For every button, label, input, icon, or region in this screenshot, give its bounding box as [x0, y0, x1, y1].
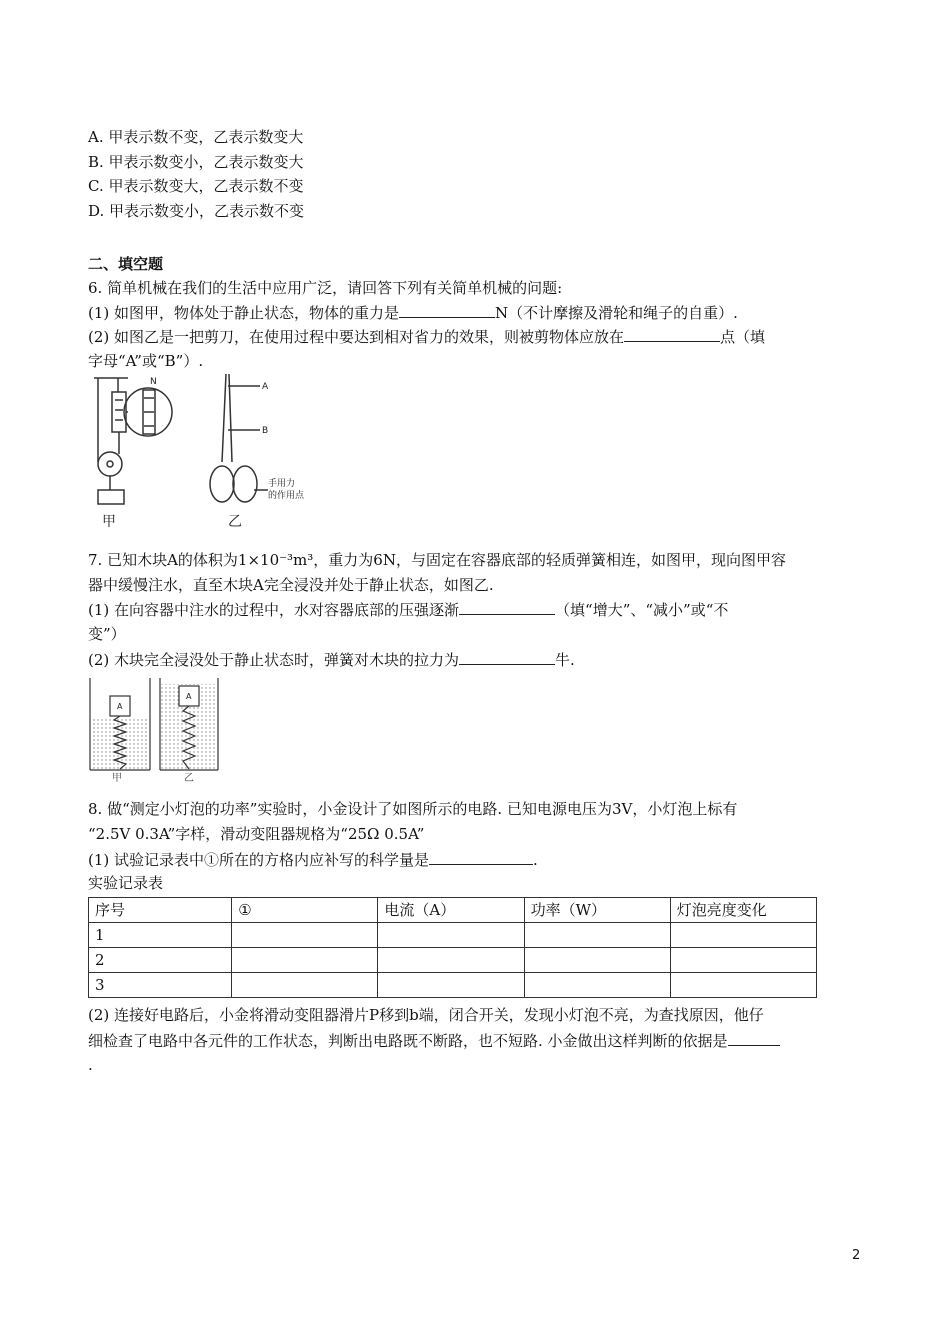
q6-part1-suffix: N（不计摩擦及滑轮和绳子的自重）.: [495, 304, 738, 322]
q6-fig-label-yi: 乙: [228, 514, 242, 530]
q7-answer-blank-2[interactable]: [459, 648, 555, 665]
table-cell[interactable]: [232, 973, 378, 998]
option-d: D. 甲表示数变小，乙表示数不变: [88, 202, 305, 220]
section-title: 二、填空题: [88, 255, 164, 273]
q6-answer-blank-1[interactable]: [399, 301, 495, 318]
q8-part1-text: (1) 试验记录表中①所在的方格内应补写的科学量是: [88, 851, 430, 869]
q7-answer-blank-1[interactable]: [459, 598, 555, 615]
q7-part2-suffix: 牛.: [555, 651, 575, 669]
q7-fig-label-a-2: A: [186, 692, 192, 701]
table-header-cell: 灯泡亮度变化: [670, 898, 816, 923]
table-cell[interactable]: [524, 923, 670, 948]
table-cell[interactable]: [524, 948, 670, 973]
q7-part1-suffix: （填“增大”、“减小”或“不: [555, 601, 729, 619]
table-header-row: [89, 898, 817, 923]
table-header-cell: 电流（A）: [378, 898, 524, 923]
q6-fig-label-force-1: 手用力: [268, 479, 296, 489]
table-cell[interactable]: [670, 948, 816, 973]
q6-figure: [88, 372, 328, 532]
q8-part1: [88, 848, 538, 871]
table-cell[interactable]: [378, 923, 524, 948]
q7-stem-1: 7. 已知木块A的体积为1×10⁻³m³，重力为6N，与固定在容器底部的轻质弹簧相连，如图甲，现向图甲容: [88, 551, 786, 569]
q8-stem-2: “2.5V 0.3A”字样，滑动变阻器规格为“25Ω 0.5A”: [88, 825, 425, 843]
q6-fig-label-jia: 甲: [102, 514, 116, 530]
q6-part2-suffix: 点（填: [720, 328, 766, 346]
q8-part2-line-1: (2) 连接好电路后，小金将滑动变阻器滑片P移到b端，闭合开关，发现小灯泡不亮，为查找原因，他仔: [88, 1006, 764, 1024]
table-cell[interactable]: [232, 923, 378, 948]
option-b: B. 甲表示数变小，乙表示数变大: [88, 153, 304, 171]
q8-part2-line-2: [88, 1029, 780, 1052]
q6-part2-cont: 字母“A”或“B”）.: [88, 352, 204, 370]
q6-answer-blank-2[interactable]: [624, 325, 720, 342]
table-cell: 3: [89, 973, 232, 998]
table-cell[interactable]: [378, 948, 524, 973]
table-cell[interactable]: [670, 973, 816, 998]
table-cell[interactable]: [378, 973, 524, 998]
q8-answer-blank-2[interactable]: [728, 1029, 780, 1046]
table-row: [89, 923, 817, 948]
table-header-cell: ①: [232, 898, 378, 923]
q6-fig-label-force-2: 的作用点: [268, 491, 305, 501]
table-cell: 1: [89, 923, 232, 948]
table-cell[interactable]: [524, 973, 670, 998]
q7-part2: [88, 648, 575, 671]
q7-fig-label-a-1: A: [117, 702, 123, 711]
q6-stem: 6. 简单机械在我们的生活中应用广泛，请回答下列有关简单机械的问题:: [88, 279, 563, 297]
q8-part1-suffix: .: [533, 851, 538, 869]
q8-stem-1: 8. 做“测定小灯泡的功率”实验时，小金设计了如图所示的电路. 已知电源电压为3V，小灯泡上标有: [88, 800, 738, 818]
q7-part1-text: (1) 在向容器中注水的过程中，水对容器底部的压强逐渐: [88, 601, 460, 619]
q8-part2-text: 细检查了电路中各元件的工作状态，判断出电路既不断路，也不短路. 小金做出这样判断的依据是: [88, 1032, 728, 1050]
table-cell[interactable]: [670, 923, 816, 948]
q6-part2-text: (2) 如图乙是一把剪刀，在使用过程中要达到相对省力的效果，则被剪物体应放在: [88, 328, 625, 346]
q6-part2: [88, 325, 765, 348]
q6-part1: [88, 301, 738, 324]
table-row: [89, 973, 817, 998]
q8-part2-line-3: .: [88, 1056, 93, 1074]
q6-fig-label-a: A: [262, 382, 269, 392]
table-cell[interactable]: [232, 948, 378, 973]
option-a: A. 甲表示数不变，乙表示数变大: [88, 128, 304, 146]
q7-part1: [88, 598, 728, 621]
table-header-cell: 序号: [89, 898, 232, 923]
q7-part1-cont: 变”）: [88, 625, 126, 643]
q8-table-title: 实验记录表: [88, 874, 164, 892]
table-header-cell: 功率（W）: [524, 898, 670, 923]
q6-part1-text: (1) 如图甲，物体处于静止状态，物体的重力是: [88, 304, 400, 322]
q6-fig-label-n: N: [150, 377, 157, 387]
record-table: [88, 897, 817, 998]
q6-fig-label-b: B: [262, 426, 269, 436]
q7-fig-label-jia: 甲: [112, 773, 122, 782]
q7-figure: [88, 674, 222, 782]
table-row: [89, 948, 817, 973]
q7-part2-text: (2) 木块完全浸没处于静止状态时，弹簧对木块的拉力为: [88, 651, 460, 669]
page-number: 2: [852, 1248, 861, 1263]
q7-stem-2: 器中缓慢注水，直至木块A完全浸没并处于静止状态，如图乙.: [88, 576, 494, 594]
option-c: C. 甲表示数变大，乙表示数不变: [88, 177, 304, 195]
table-cell: 2: [89, 948, 232, 973]
q8-answer-blank-1[interactable]: [429, 848, 533, 865]
q7-fig-label-yi: 乙: [184, 773, 194, 782]
